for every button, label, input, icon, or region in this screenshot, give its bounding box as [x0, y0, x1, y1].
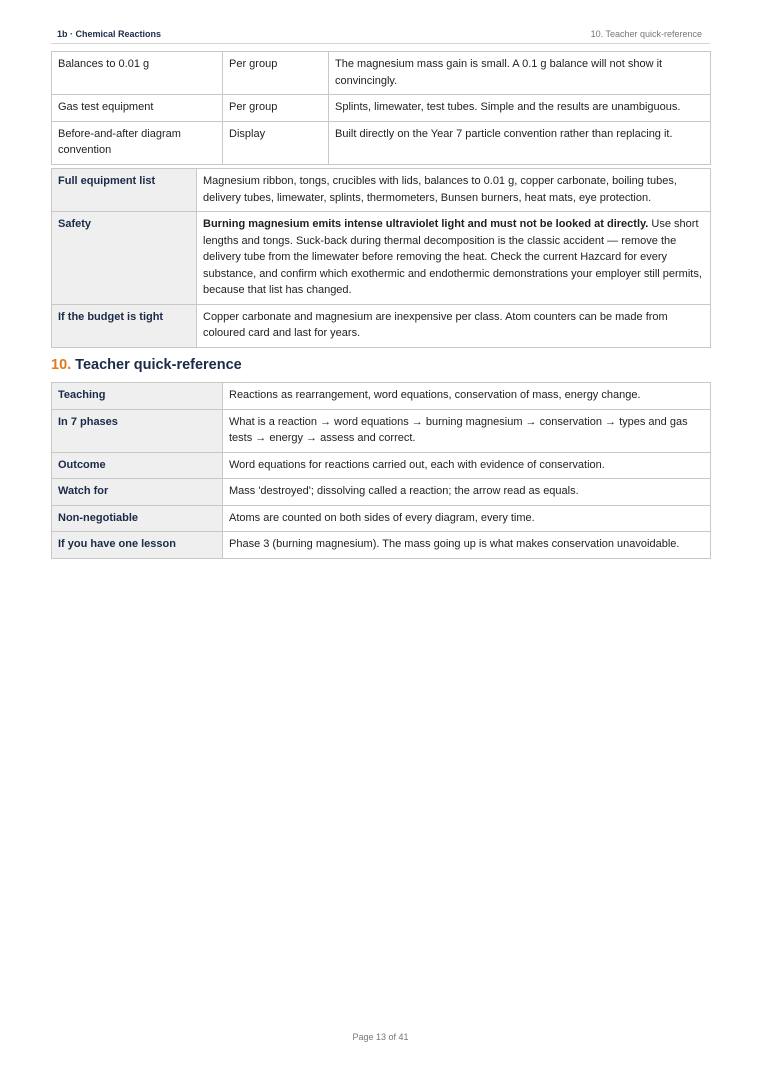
row-value: Copper carbonate and magnesium are inexpensive per class. Atom counters can be made from coloured card and last for years. — [197, 304, 711, 347]
table-row — [52, 452, 711, 479]
row-value: What is a reaction → word equations → burning magnesium → conservation → types and gas tests → energy → assess and correct. — [223, 409, 711, 452]
row-label: Non-negotiable — [52, 505, 223, 532]
row-value: Phase 3 (burning magnesium). The mass going up is what makes conservation unavoidable. — [223, 532, 711, 559]
equipment-quantity: Per group — [223, 52, 329, 95]
quick-reference-table — [51, 382, 711, 559]
equipment-note: Splints, limewater, test tubes. Simple and the results are unambiguous. — [329, 95, 711, 122]
table-row — [52, 409, 711, 452]
table-row — [52, 532, 711, 559]
row-value: Magnesium ribbon, tongs, crucibles with lids, balances to 0.01 g, copper carbonate, boiling tubes, delivery tubes, limewater, splints, thermometers, Bunsen burners, heat mats, eye protection. — [197, 169, 711, 212]
table-row — [52, 212, 711, 305]
safety-warning: Burning magnesium emits intense ultraviolet light and must not be looked at directly. — [203, 218, 649, 230]
table-row — [52, 304, 711, 347]
table-row — [52, 52, 711, 95]
equipment-item: Before-and-after diagram convention — [52, 121, 223, 164]
table-row — [52, 383, 711, 410]
equipment-summary-table — [51, 168, 711, 348]
row-label: In 7 phases — [52, 409, 223, 452]
row-label: Teaching — [52, 383, 223, 410]
table-row — [52, 95, 711, 122]
running-header — [51, 26, 710, 44]
row-value — [197, 212, 711, 305]
equipment-note: Built directly on the Year 7 particle convention rather than replacing it. — [329, 121, 711, 164]
row-label: Outcome — [52, 452, 223, 479]
equipment-items-table — [51, 51, 711, 165]
row-label: If the budget is tight — [52, 304, 197, 347]
row-value: Word equations for reactions carried out, each with evidence of conservation. — [223, 452, 711, 479]
equipment-quantity: Display — [223, 121, 329, 164]
section-heading — [51, 357, 242, 373]
row-value: Atoms are counted on both sides of every diagram, every time. — [223, 505, 711, 532]
row-label: Full equipment list — [52, 169, 197, 212]
row-value: Reactions as rearrangement, word equations, conservation of mass, energy change. — [223, 383, 711, 410]
equipment-note: The magnesium mass gain is small. A 0.1 g balance will not show it convincingly. — [329, 52, 711, 95]
page-number: Page 13 of 41 — [352, 1032, 409, 1042]
section-title: Teacher quick-reference — [75, 357, 242, 373]
row-label: Watch for — [52, 479, 223, 506]
running-header-section: 1b · Chemical Reactions — [57, 29, 162, 39]
equipment-item: Gas test equipment — [52, 95, 223, 122]
running-header-chapter: 10. Teacher quick-reference — [590, 29, 702, 39]
table-row — [52, 479, 711, 506]
equipment-quantity: Per group — [223, 95, 329, 122]
equipment-item: Balances to 0.01 g — [52, 52, 223, 95]
table-row — [52, 505, 711, 532]
safety-text: Use short lengths and tongs. Suck-back during thermal decomposition is the classic accident — remove the delivery tube from the limewater before removing the heat. Check the current Hazcard for every substance, and confirm which exothermic and endothermic demonstrations your employer still permits, because that list has changed. — [203, 218, 702, 296]
table-row — [52, 169, 711, 212]
section-number: 10. — [51, 357, 72, 373]
row-label: If you have one lesson — [52, 532, 223, 559]
table-row — [52, 121, 711, 164]
row-label: Safety — [52, 212, 197, 305]
row-value: Mass 'destroyed'; dissolving called a reaction; the arrow read as equals. — [223, 479, 711, 506]
